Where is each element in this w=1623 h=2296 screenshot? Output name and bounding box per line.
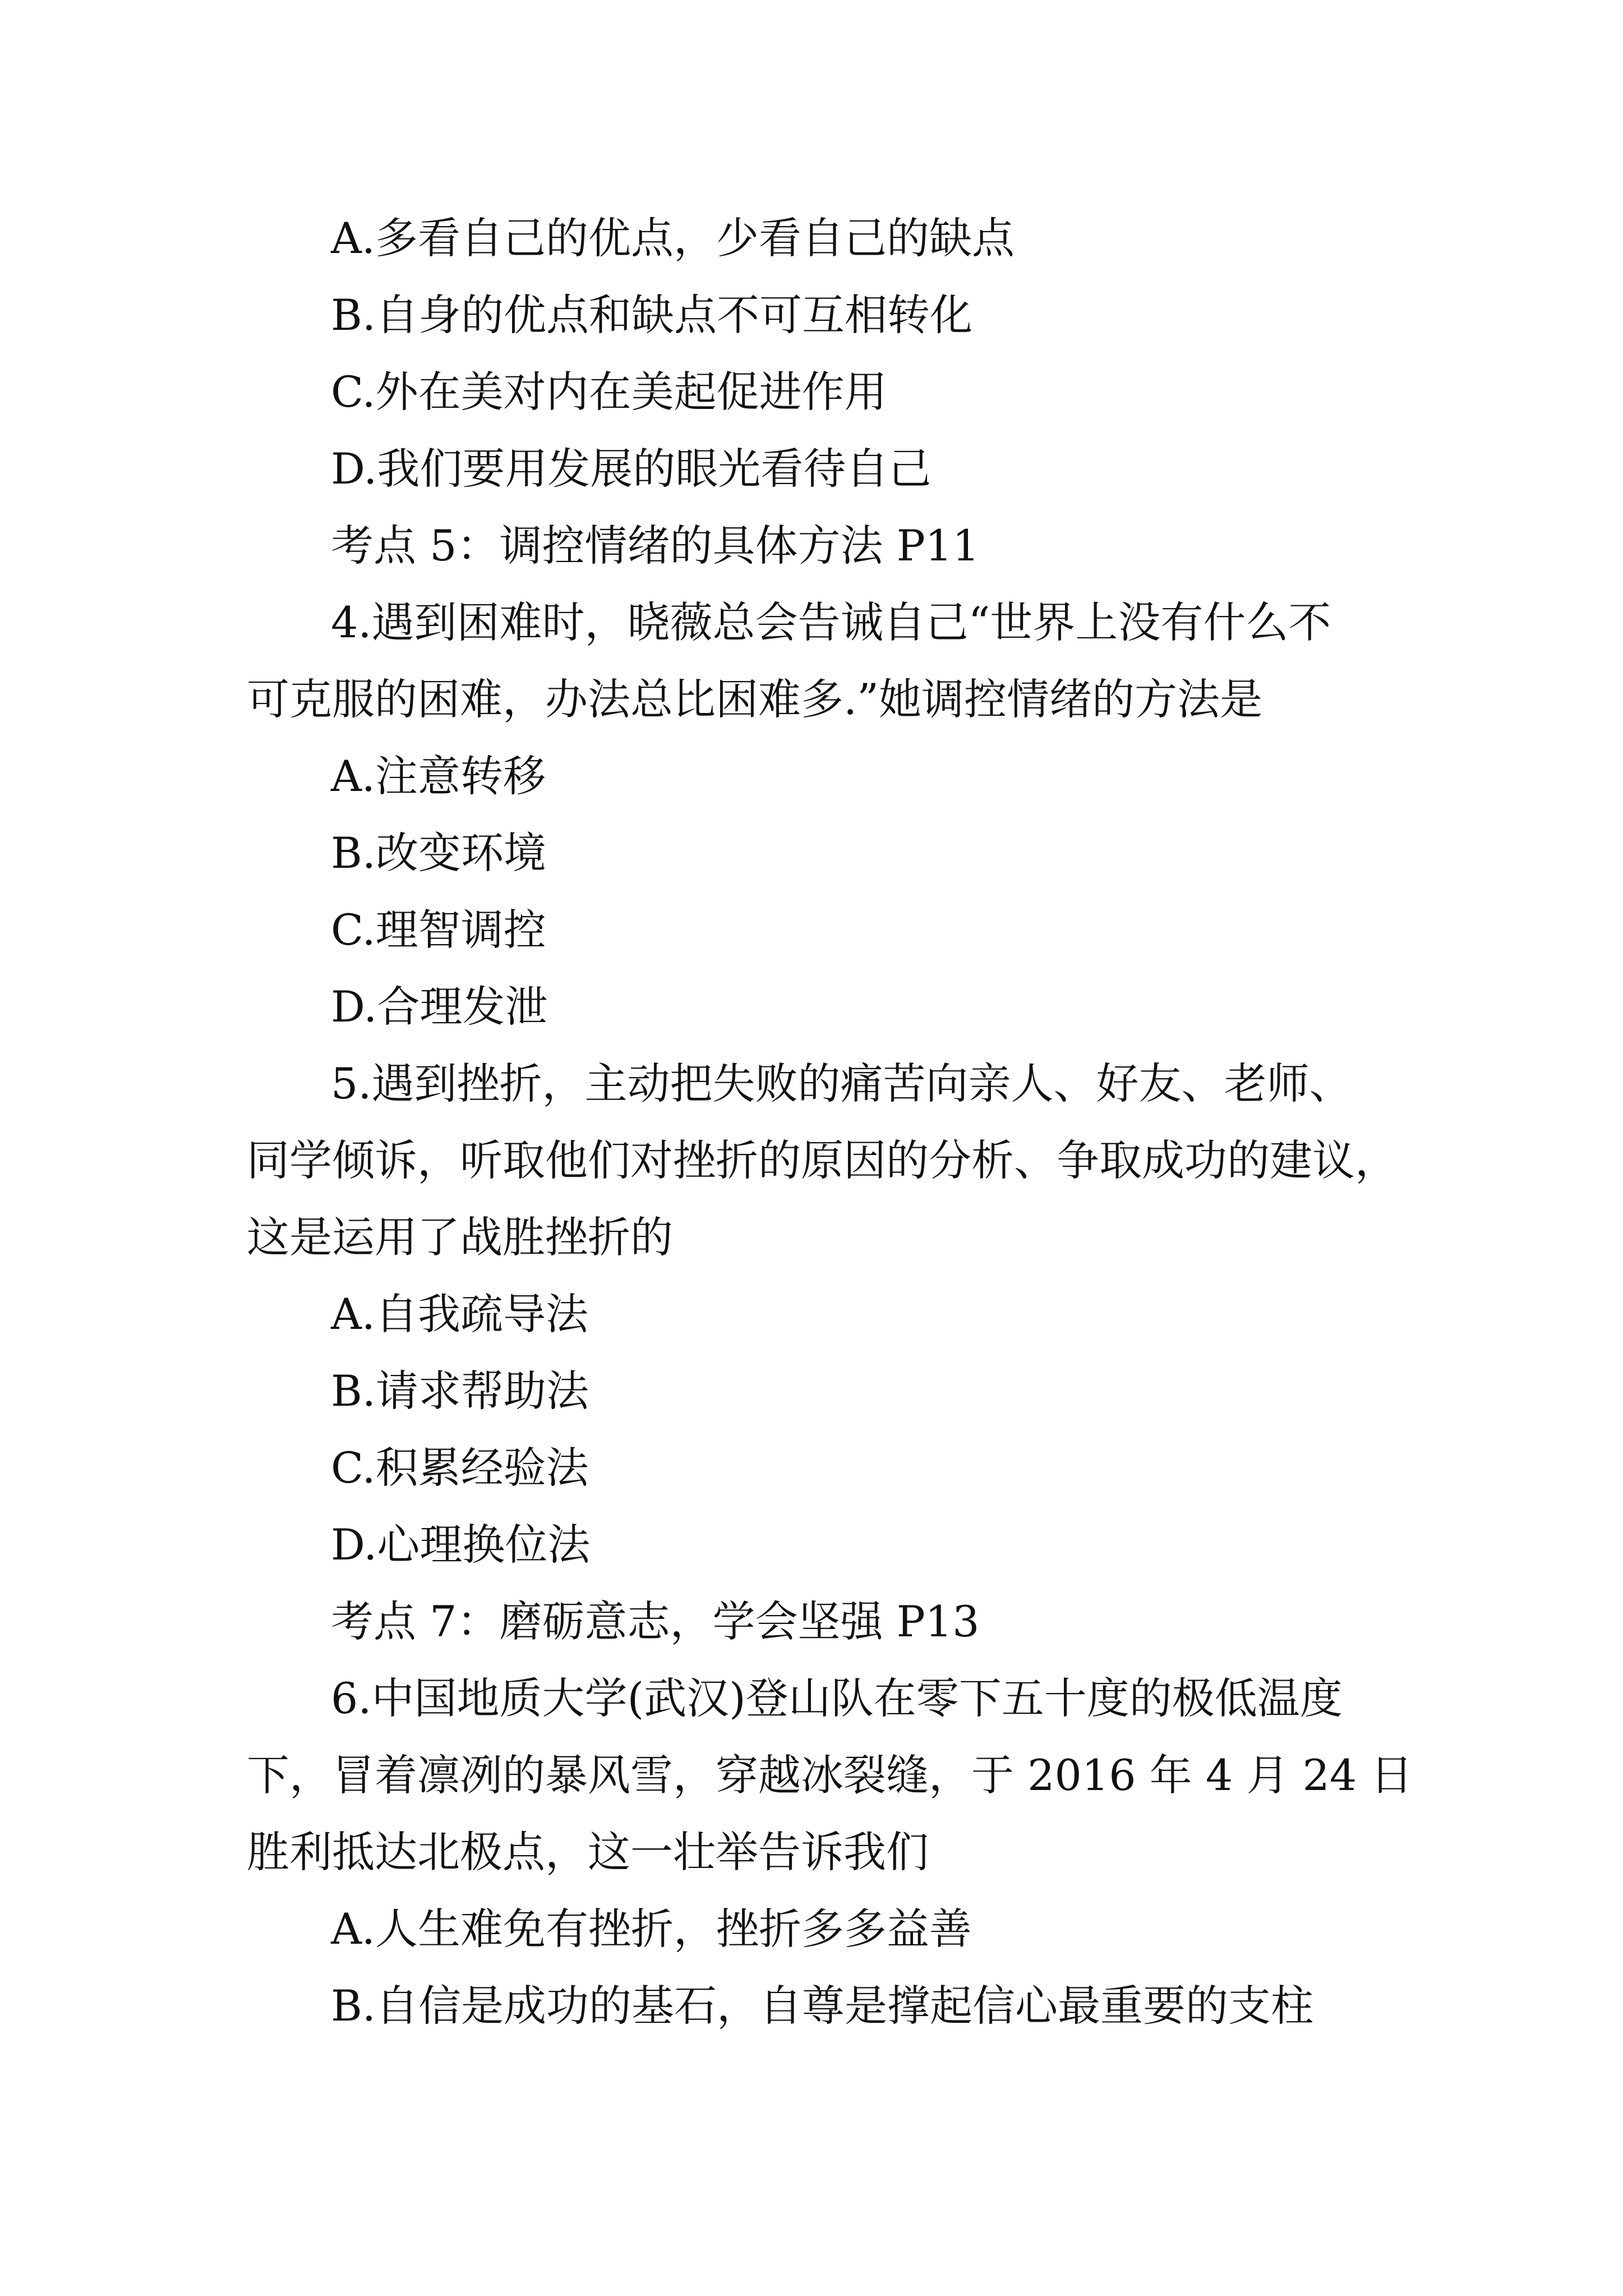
option-line: C.理智调控: [331, 905, 546, 955]
question-line: 这是运用了战胜挫折的: [247, 1212, 673, 1262]
option-line: A.人生难免有挫折，挫折多多益善: [331, 1904, 972, 1954]
option-line: A.注意转移: [331, 751, 546, 801]
option-line: A.自我疏导法: [331, 1289, 589, 1339]
question-line: 同学倾诉，听取他们对挫折的原因的分析、争取成功的建议，: [247, 1135, 1398, 1185]
option-line: D.心理换位法: [331, 1520, 591, 1570]
question-line: 下，冒着凛冽的暴风雪，穿越冰裂缝，于 2016 年 4 月 24 日: [247, 1750, 1413, 1800]
section-heading: 考点 7：磨砺意志，学会坚强 P13: [331, 1596, 980, 1646]
option-line: B.改变环境: [331, 828, 547, 878]
question-line: 可克服的困难，办法总比困难多.”她调控情绪的方法是: [247, 674, 1263, 724]
question-line: 4.遇到困难时，晓薇总会告诫自己“世界上没有什么不: [331, 597, 1331, 647]
option-line: D.我们要用发展的眼光看待自己: [331, 444, 932, 494]
option-line: D.合理发泄: [331, 982, 548, 1032]
question-line: 胜利抵达北极点，这一壮举告诉我们: [247, 1827, 929, 1877]
option-line: C.积累经验法: [331, 1443, 589, 1493]
section-heading: 考点 5：调控情绪的具体方法 P11: [331, 521, 980, 570]
option-line: A.多看自己的优点，少看自己的缺点: [331, 213, 1015, 263]
question-line: 6.中国地质大学(武汉)登山队在零下五十度的极低温度: [331, 1673, 1343, 1723]
option-line: C.外在美对内在美起促进作用: [331, 367, 887, 417]
question-line: 5.遇到挫折，主动把失败的痛苦向亲人、好友、老师、: [331, 1059, 1352, 1108]
option-line: B.请求帮助法: [331, 1366, 589, 1416]
option-line: B.自信是成功的基石，自尊是撑起信心最重要的支柱: [331, 1981, 1314, 2031]
option-line: B.自身的优点和缺点不可互相转化: [331, 290, 973, 340]
